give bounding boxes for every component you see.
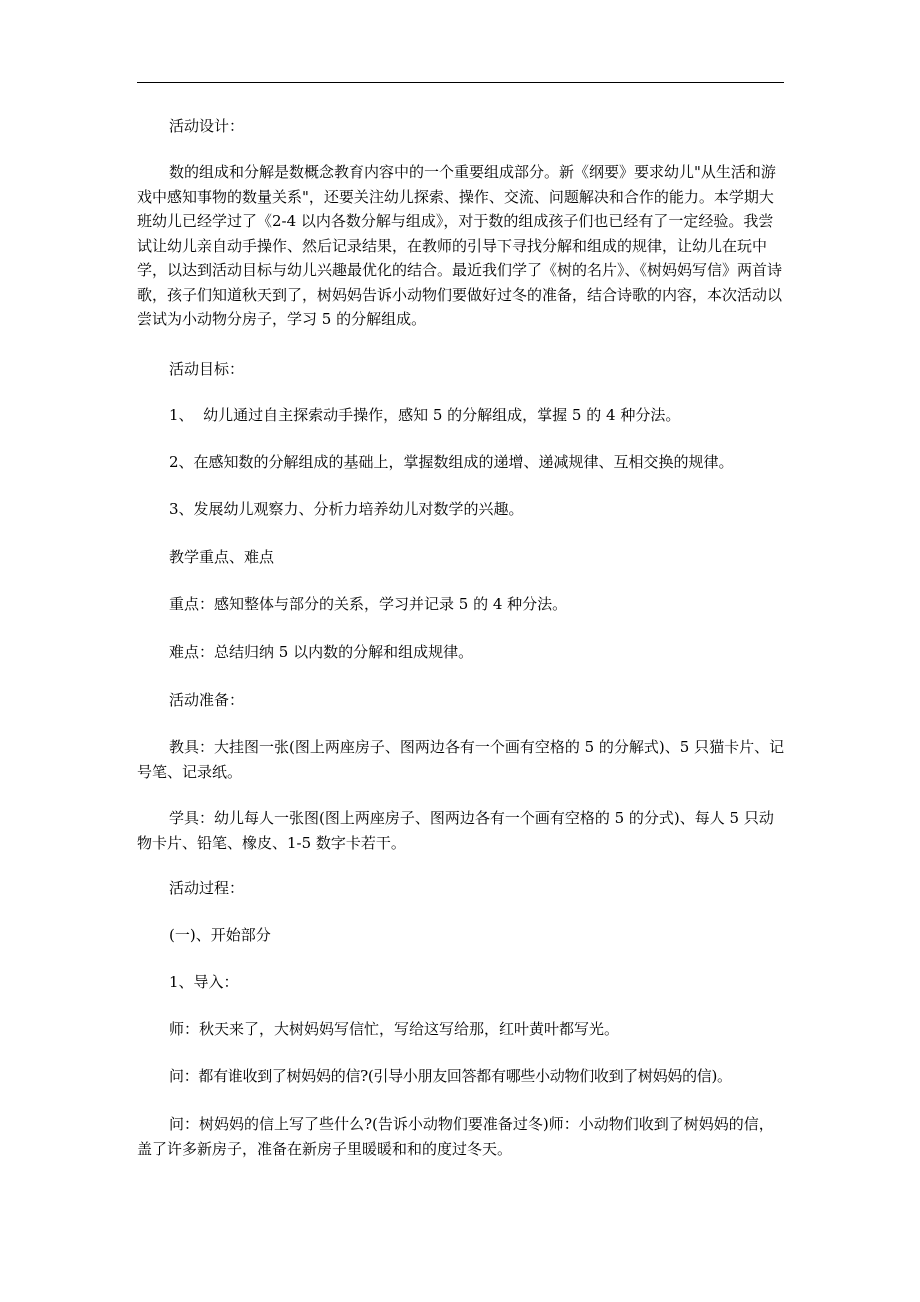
difficult-point: 难点：总结归纳 5 以内数的分解和组成规律。: [169, 643, 474, 661]
step-1-heading: 1、导入：: [169, 973, 239, 991]
goal-item-1: 1、 幼儿通过自主探索动手操作，感知 5 的分解组成，掌握 5 的 4 种分法。: [169, 406, 681, 424]
goal-item-3: 3、发展幼儿观察力、分析力培养幼儿对数学的兴趣。: [169, 500, 524, 518]
part-1-heading: (一)、开始部分: [169, 926, 271, 944]
heading-activity-prep: 活动准备：: [169, 691, 245, 709]
heading-activity-design: 活动设计：: [169, 117, 245, 135]
heading-activity-process: 活动过程：: [169, 879, 245, 897]
goal-item-2: 2、在感知数的分解组成的基础上，掌握数组成的递增、递减规律、互相交换的规律。: [169, 453, 734, 471]
question-2: 问：树妈妈的信上写了些什么?(告诉小动物们要准备过冬)师：小动物们收到了树妈妈的信，盖了许多新房子，准备在新房子里暖暖和和的度过冬天。: [137, 1115, 774, 1158]
student-materials: 学具：幼儿每人一张图(图上两座房子、图两边各有一个画有空格的 5 的分式)、每人 5 只动物卡片、铅笔、橡皮、1-5 数字卡若干。: [137, 809, 774, 852]
heading-activity-goals: 活动目标：: [169, 360, 245, 378]
paragraph-design-body: 数的组成和分解是数概念教育内容中的一个重要组成部分。新《纲要》要求幼儿"从生活和游戏中感知事物的数量关系"，还要关注幼儿探索、操作、交流、问题解决和合作的能力。本学期大班幼儿已经学过了《2-4 以内各数分解与组成》，对于数的组成孩子们也已经有了一定经验。我尝试让幼儿亲自动手操作、然后记录结果，在教师的引导下寻找分解和组成的规律，让幼儿在玩中学，以达到活动目标与幼儿兴趣最优化的结合。最近我们学了《树的名片》、《树妈妈写信》两首诗歌，孩子们知道秋天到了，树妈妈告诉小动物们要做好过冬的准备，结合诗歌的内容，本次活动以尝试为小动物分房子，学习 5 的分解组成。: [137, 163, 783, 328]
header-rule: [137, 82, 784, 83]
key-point: 重点：感知整体与部分的关系，学习并记录 5 的 4 种分法。: [169, 595, 568, 613]
question-1: 问：都有谁收到了树妈妈的信?(引导小朋友回答都有哪些小动物们收到了树妈妈的信)。: [169, 1067, 732, 1085]
teacher-materials: 教具：大挂图一张(图上两座房子、图两边各有一个画有空格的 5 的分解式)、5 只猫卡片、记号笔、记录纸。: [137, 738, 785, 781]
teacher-line: 师：秋天来了，大树妈妈写信忙，写给这写给那，红叶黄叶都写光。: [169, 1020, 620, 1038]
heading-key-difficult: 教学重点、难点: [169, 548, 275, 566]
